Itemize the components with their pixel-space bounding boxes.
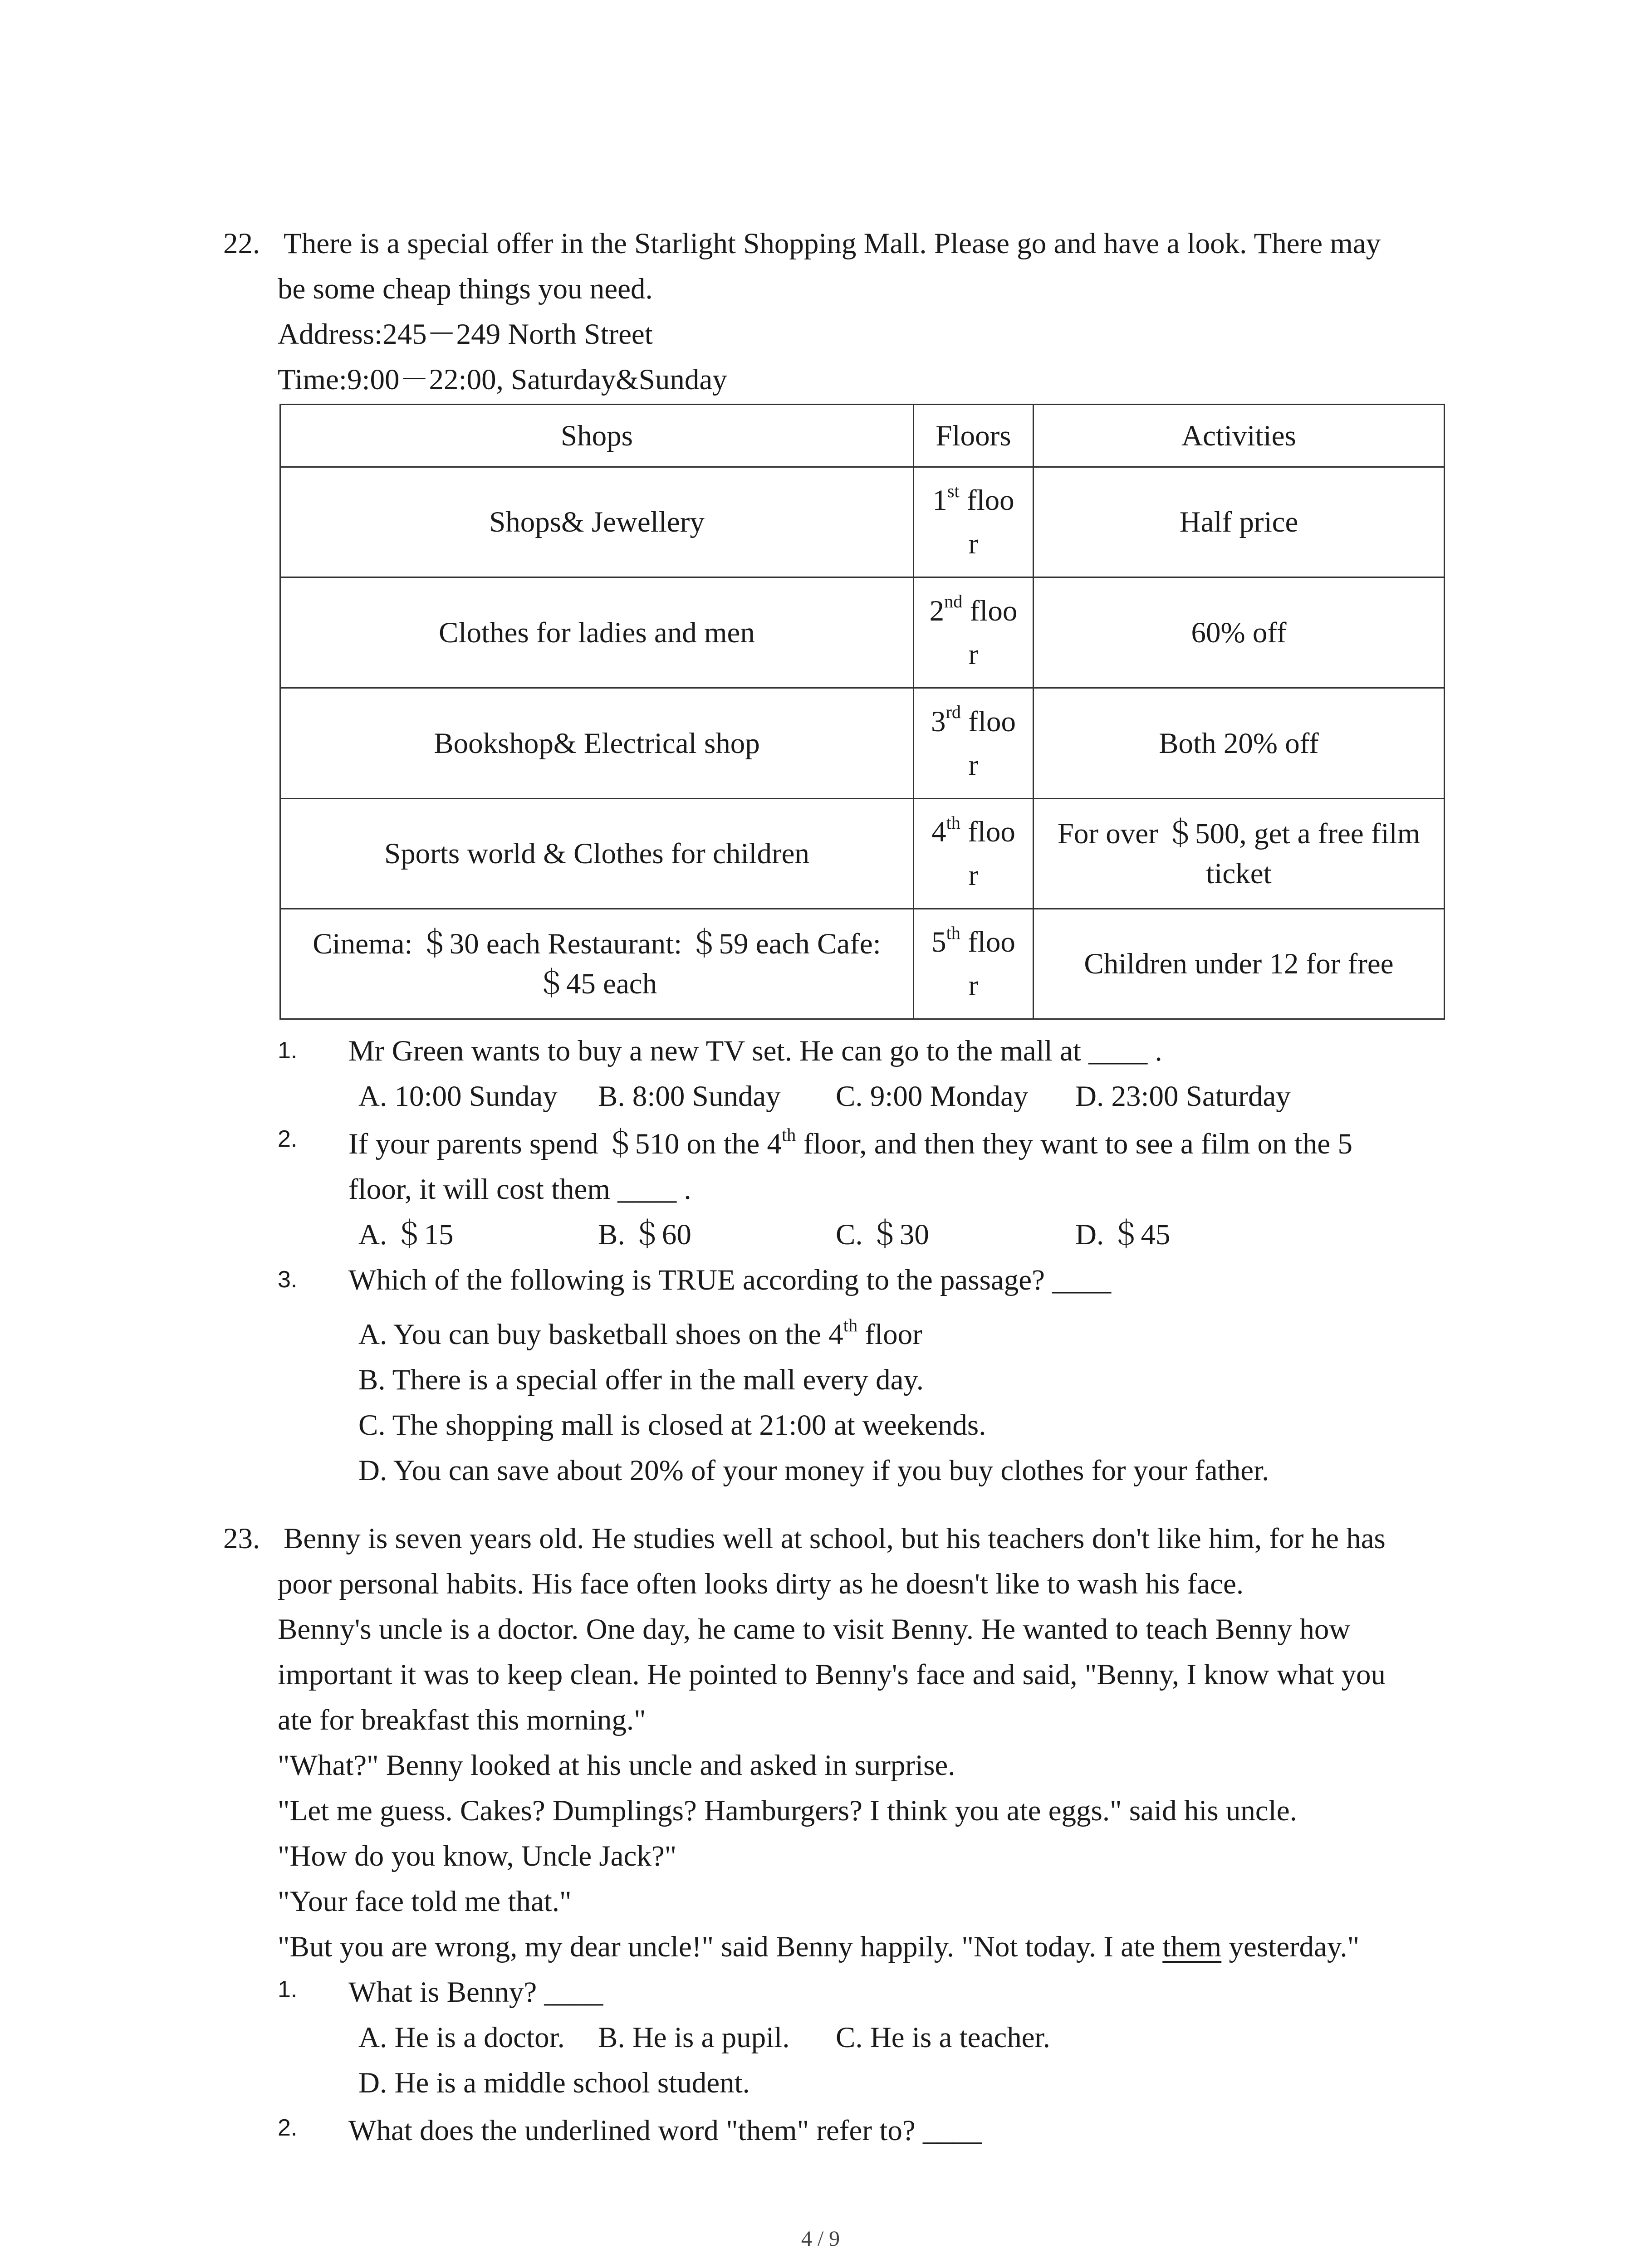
shops-cell: Sports world & Clothes for children <box>280 799 914 909</box>
activities-cell: Both 20% off <box>1034 688 1445 799</box>
q22-time: Time:9:00－22:00, Saturday&Sunday <box>278 363 727 396</box>
table-header-row <box>280 405 1445 467</box>
q23-passage-line: important it was to keep clean. He pointed to Benny's face and said, "Benny, I know what you <box>278 1658 1386 1691</box>
option-d: D. He is a middle school student. <box>358 2067 750 2099</box>
option-c: C. The shopping mall is closed at 21:00 at weekends. <box>358 1409 986 1442</box>
q23-passage-line: Benny's uncle is a doctor. One day, he came to visit Benny. He wanted to teach Benny how <box>278 1613 1351 1646</box>
option-a: A. 10:00 Sunday <box>358 1080 558 1113</box>
subquestion-number: 1. <box>278 1976 298 2003</box>
header-floors: Floors <box>914 405 1034 467</box>
subquestion-text: What does the underlined word "them" refer to? ____ <box>348 2114 982 2147</box>
option-b: B. There is a special offer in the mall every day. <box>358 1364 924 1396</box>
option-a: A. He is a doctor. <box>358 2021 565 2054</box>
shops-cell: Bookshop& Electrical shop <box>280 688 914 799</box>
table-row <box>280 688 1445 799</box>
question-number-22: 22. <box>223 227 260 260</box>
q22-address: Address:245－249 North Street <box>278 318 653 351</box>
q23-passage-last-line: "But you are wrong, my dear uncle!" said Benny happily. "Not today. I ate them yesterday." <box>278 1931 1360 1963</box>
option-b: B. 8:00 Sunday <box>598 1080 781 1113</box>
option-d: D. You can save about 20% of your money if you buy clothes for your father. <box>358 1454 1269 1487</box>
table-row <box>280 577 1445 688</box>
table-row <box>280 909 1445 1019</box>
subquestion-text: If your parents spend ＄510 on the 4th floor, and then they want to see a film on the 5 <box>348 1124 1352 1160</box>
page-number: 4 / 9 <box>801 2227 840 2251</box>
subquestion-text: What is Benny? ____ <box>348 1976 603 2009</box>
q22-intro-line1: There is a special offer in the Starlight Shopping Mall. Please go and have a look. There may <box>284 227 1381 260</box>
q23-passage-line: poor personal habits. His face often looks dirty as he doesn't like to wash his face. <box>278 1568 1244 1600</box>
subquestion-number: 3. <box>278 1266 298 1293</box>
q23-passage-line: ate for breakfast this morning." <box>278 1704 646 1736</box>
q22-intro-line2: be some cheap things you need. <box>278 273 653 305</box>
q23-passage-line: "Your face told me that." <box>278 1885 572 1918</box>
table-row <box>280 467 1445 577</box>
option-b: B. He is a pupil. <box>598 2021 790 2054</box>
subquestion-text: Mr Green wants to buy a new TV set. He can go to the mall at ____ . <box>348 1035 1162 1067</box>
underlined-word: them <box>1162 1931 1222 1963</box>
shops-cell: Clothes for ladies and men <box>280 577 914 688</box>
activities-cell: 60% off <box>1034 577 1445 688</box>
option-d: D. ＄45 <box>1075 1218 1171 1251</box>
option-c: C. ＄30 <box>836 1218 929 1251</box>
floor-cell: 5th floo r <box>914 909 1034 1019</box>
option-c: C. He is a teacher. <box>836 2021 1050 2054</box>
subquestion-number: 2. <box>278 1126 298 1152</box>
header-shops: Shops <box>280 405 914 467</box>
special-offer-table <box>279 404 1445 1020</box>
table-row <box>280 799 1445 909</box>
activities-cell: For over ＄500, get a free film ticket <box>1034 799 1445 909</box>
subquestion-number: 2. <box>278 2115 298 2141</box>
activities-cell: Half price <box>1034 467 1445 577</box>
option-c: C. 9:00 Monday <box>836 1080 1029 1113</box>
floor-cell: 3rd floo r <box>914 688 1034 799</box>
option-a: A. You can buy basketball shoes on the 4th floor <box>358 1315 922 1351</box>
floor-cell: 4th floo r <box>914 799 1034 909</box>
option-a: A. ＄15 <box>358 1218 454 1251</box>
q23-passage-line: "Let me guess. Cakes? Dumplings? Hamburgers? I think you ate eggs." said his uncle. <box>278 1794 1297 1827</box>
question-number-23: 23. <box>223 1522 260 1555</box>
q23-passage-line: "How do you know, Uncle Jack?" <box>278 1840 677 1872</box>
header-activities: Activities <box>1034 405 1445 467</box>
floor-cell: 2nd floo r <box>914 577 1034 688</box>
subquestion-number: 1. <box>278 1037 298 1064</box>
shops-cell: Cinema: ＄30 each Restaurant: ＄59 each Cafe: ＄45 each <box>280 909 914 1019</box>
shops-cell: Shops& Jewellery <box>280 467 914 577</box>
option-d: D. 23:00 Saturday <box>1075 1080 1291 1113</box>
subquestion-text: Which of the following is TRUE according to the passage? ____ <box>348 1264 1112 1296</box>
option-b: B. ＄60 <box>598 1218 691 1251</box>
q23-passage-line: Benny is seven years old. He studies well at school, but his teachers don't like him, for he has <box>284 1522 1386 1555</box>
floor-cell: 1st floo r <box>914 467 1034 577</box>
activities-cell: Children under 12 for free <box>1034 909 1445 1019</box>
subquestion-text-line2: floor, it will cost them ____ . <box>348 1173 691 1206</box>
q23-passage-line: "What?" Benny looked at his uncle and asked in surprise. <box>278 1749 955 1782</box>
